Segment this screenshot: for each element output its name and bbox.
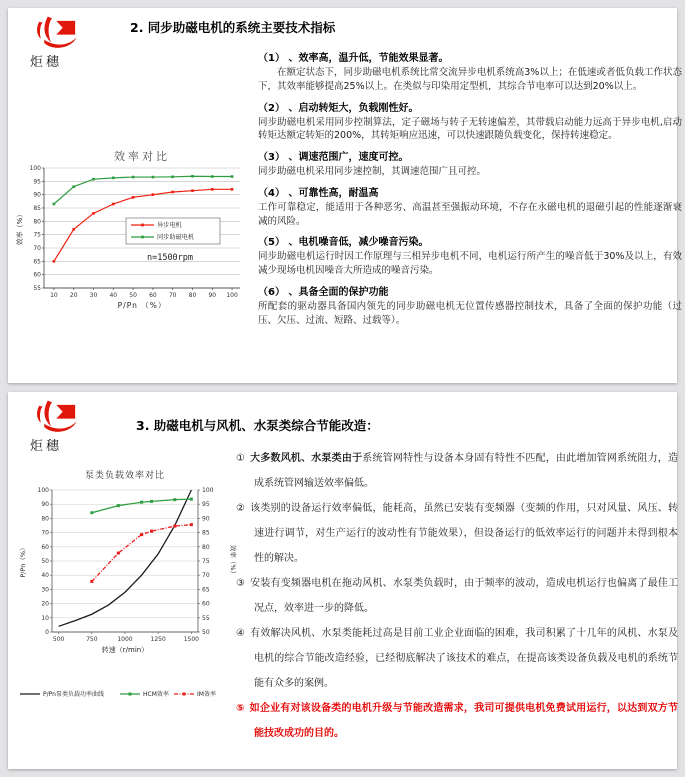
svg-text:75: 75 [202, 558, 210, 565]
item-marker: ③ [236, 578, 246, 589]
item-marker: ② [236, 503, 246, 514]
page-title: 2. 同步助磁电机的系统主要技术指标 [130, 20, 336, 35]
svg-text:10: 10 [41, 614, 49, 622]
svg-text:IM效率: IM效率 [197, 691, 216, 698]
svg-text:60: 60 [33, 271, 41, 279]
svg-text:95: 95 [33, 178, 41, 186]
svg-text:HCM效率: HCM效率 [143, 691, 169, 698]
svg-text:1250: 1250 [150, 636, 166, 643]
svg-text:60: 60 [202, 600, 210, 608]
item-text: 该类别的设备运行效率偏低，能耗高，虽然已安装有变频器（变频的作用，只对风量、风压、转速进行调节，对生产运行的波动性有节能效果），但设备运行的低效率运行的问题并未得到根本性的解决。 [250, 503, 678, 564]
svg-text:异步电机: 异步电机 [157, 222, 182, 229]
spec-paragraph: 在额定状态下，同步助磁电机系统比常交流异步电机系统高3%以上；在低速或者低负载工作状态下，其效率能够提高25%以上。在类似与印染用定型机，其综合节电率可以达到20%以上。 [258, 67, 682, 92]
logo-text: 炬穗 [30, 55, 63, 70]
svg-text:0: 0 [45, 629, 49, 636]
item-text: 如企业有对该设备类的电机升级与节能改造需求，我司可提供电机免费试用运行，以达到双方节能技改成功的目的。 [249, 703, 678, 739]
svg-text:80: 80 [202, 543, 210, 551]
svg-text:90: 90 [202, 515, 210, 523]
svg-text:泵类负载效率对比: 泵类负载效率对比 [84, 471, 166, 481]
panel-retrofit [8, 392, 677, 769]
list-item [236, 446, 678, 496]
svg-text:50: 50 [202, 629, 210, 636]
svg-text:10: 10 [50, 292, 58, 299]
spec-paragraph: 同步助磁电机运行时因工作原理与三相异步电机不同，电机运行所产生的噪音低于30%及以上，有效减少现场电机因噪音大所造成的噪音污染。 [258, 251, 682, 277]
item-marker: ⑤ [236, 703, 245, 714]
spec-heading: （6） 、具备全面的保护功能 [258, 286, 389, 298]
svg-text:70: 70 [168, 292, 177, 299]
list-item [236, 496, 678, 571]
svg-text:85: 85 [202, 529, 210, 537]
svg-text:85: 85 [33, 205, 41, 212]
spec-heading: （4） 、可靠性高，耐温高 [258, 187, 379, 199]
svg-text:同步助磁电机: 同步助磁电机 [157, 234, 195, 241]
svg-text:65: 65 [202, 586, 210, 594]
svg-text:效率（%）: 效率（%） [16, 210, 24, 246]
svg-text:70: 70 [202, 572, 210, 580]
item-text: 有效解决风机、水泵类能耗过高是目前工业企业面临的困难，我司积累了十几年的风机、水泵及电机的综合节能改造经验，已经彻底解决了该技术的难点，在提高该类设备负载及电机的系统节能有众多的案例。 [250, 628, 678, 689]
spec-paragraph: 所配套的驱动器具备国内领先的同步助磁电机无位置传感器控制技术，具备了全面的保护功能（过压、欠压、过流、短路、过载等）。 [258, 300, 682, 326]
item-marker: ④ [236, 628, 246, 639]
logo-text: 炬穗 [30, 439, 63, 454]
svg-text:100: 100 [37, 487, 49, 494]
svg-text:70: 70 [41, 529, 49, 537]
efficiency-comparison-chart [14, 148, 251, 328]
svg-text:30: 30 [89, 292, 98, 299]
logo-flame-icon [30, 398, 86, 434]
svg-text:20: 20 [41, 600, 49, 608]
item-text: 系统管网特性与设备本身固有特性不匹配，由此增加管网系统阻力，造成系统管网输送效率偏低。 [254, 453, 679, 489]
spec-heading: （5） 、电机噪音低，减少噪音污染。 [258, 237, 429, 249]
spec-paragraph: 同步助磁电机采用同步控制算法，定子磁场与转子无转速偏差，其带载启动能力远高于异步电机,启动转矩达额定转矩的200%，其转矩响应迅速，可以快速跟随负载变化，保持转速稳定。 [258, 116, 682, 142]
svg-text:55: 55 [202, 614, 210, 622]
svg-text:n=1500rpm: n=1500rpm [146, 253, 194, 263]
svg-text:40: 40 [41, 572, 49, 580]
svg-text:75: 75 [33, 231, 41, 239]
svg-text:1000: 1000 [117, 636, 133, 643]
company-logo [30, 14, 94, 70]
svg-text:80: 80 [33, 218, 41, 226]
svg-text:效率（%）: 效率（%） [229, 544, 237, 578]
svg-text:100: 100 [226, 292, 238, 299]
svg-text:70: 70 [33, 245, 41, 252]
spec-heading: （3） 、调速范围广，速度可控。 [258, 152, 409, 164]
svg-text:100: 100 [29, 165, 41, 172]
svg-text:1500: 1500 [183, 636, 200, 643]
svg-text:60: 60 [41, 543, 49, 551]
retrofit-text-column [236, 446, 678, 746]
svg-text:90: 90 [41, 501, 49, 509]
svg-text:95: 95 [202, 501, 210, 509]
item-text: 安装有变频器电机在拖动风机、水泵类负载时，由于频率的波动，造成电机运行也偏离了最佳工况点，效率进一步的降低。 [250, 578, 678, 614]
item-bold-prefix: 大多数风机、水泵类由于 [250, 453, 363, 464]
pump-load-efficiency-chart [16, 466, 238, 708]
svg-text:100: 100 [202, 487, 214, 494]
svg-text:750: 750 [86, 636, 98, 643]
svg-text:40: 40 [109, 292, 118, 299]
svg-text:80: 80 [41, 515, 49, 523]
svg-text:20: 20 [69, 292, 78, 299]
panel-tech-specs [8, 8, 682, 383]
logo-flame-icon [30, 14, 86, 50]
spec-heading: （1） 、效率高，温升低，节能效果显著。 [258, 53, 449, 64]
svg-text:30: 30 [41, 586, 49, 594]
svg-text:效率对比: 效率对比 [114, 150, 170, 163]
svg-text:65: 65 [33, 258, 41, 266]
spec-paragraph: 同步助磁电机采用同步速控制，其调速范围广且可控。 [258, 166, 487, 178]
svg-text:转速（r/min）: 转速（r/min） [101, 646, 149, 654]
item-marker: ① [236, 453, 246, 464]
svg-text:500: 500 [52, 636, 65, 643]
svg-text:P/Pn（%）: P/Pn（%） [19, 544, 27, 578]
svg-text:90: 90 [208, 292, 217, 299]
svg-text:P/Pn泵类负载功率曲线: P/Pn泵类负载功率曲线 [43, 691, 104, 698]
list-item [236, 621, 678, 696]
company-logo [30, 398, 94, 454]
list-item-highlight [236, 696, 678, 746]
svg-text:90: 90 [33, 191, 41, 199]
spec-text-column [258, 44, 682, 329]
svg-text:55: 55 [33, 285, 41, 292]
svg-text:50: 50 [41, 558, 49, 565]
svg-text:80: 80 [188, 292, 197, 299]
spec-paragraph: 工作可靠稳定，能适用于各种恶劣、高温甚至强振动环境，不存在永磁电机的退磁引起的性能逐渐衰减的风险。 [258, 201, 682, 227]
svg-text:50: 50 [129, 292, 137, 299]
svg-text:60: 60 [149, 292, 157, 299]
spec-heading: （2） 、启动转矩大，负载刚性好。 [258, 102, 419, 114]
svg-text:P/Pn （%）: P/Pn （%） [117, 301, 167, 310]
page-title: 3. 助磁电机与风机、水泵类综合节能改造： [136, 418, 379, 433]
list-item [236, 571, 678, 621]
